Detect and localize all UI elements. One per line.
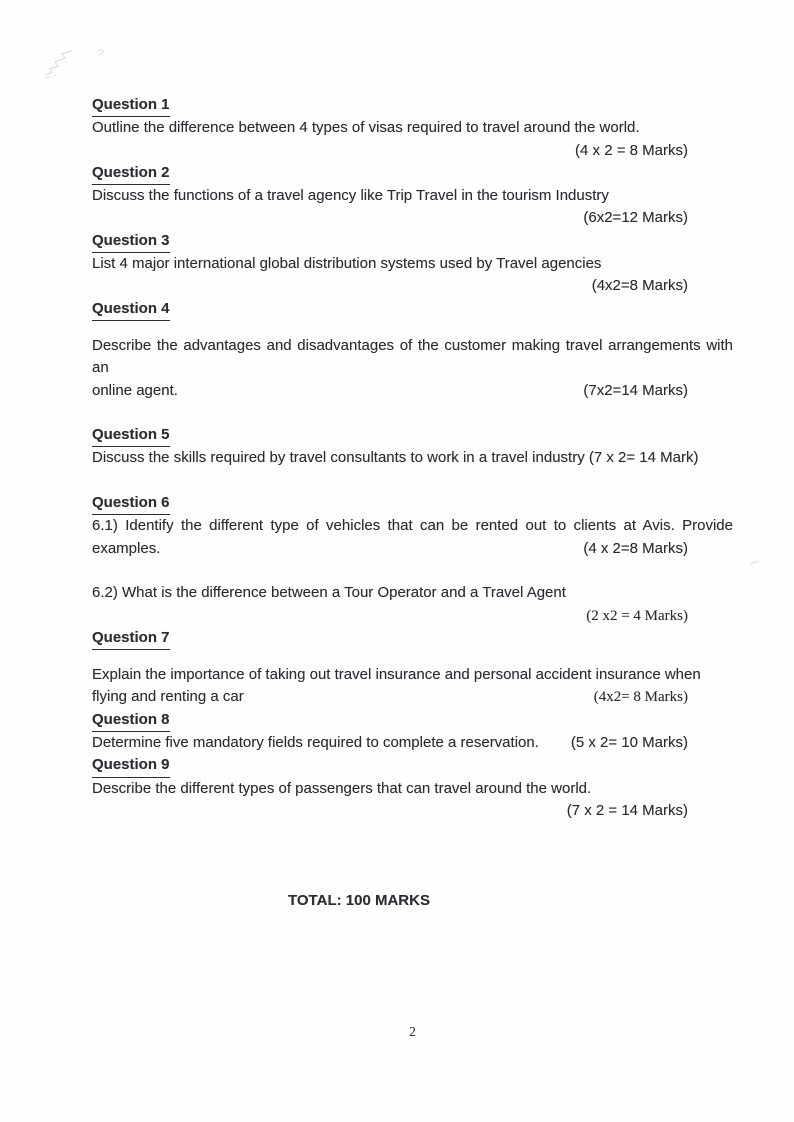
question-text: flying and renting a car bbox=[92, 688, 244, 706]
question-heading: Question 9 bbox=[92, 754, 170, 777]
question-block bbox=[92, 298, 733, 424]
question-heading: Question 4 bbox=[92, 298, 170, 321]
question-heading: Question 8 bbox=[92, 709, 170, 732]
question-text-with-marks bbox=[92, 732, 733, 754]
question-text: Explain the importance of taking out travel insurance and personal accident insurance when bbox=[92, 666, 701, 684]
marks-line: (5 x 2= 10 Marks) bbox=[570, 734, 688, 752]
marks-line: (4 x 2 = 8 Marks) bbox=[575, 141, 688, 159]
question-heading: Question 7 bbox=[92, 627, 170, 650]
question-text-with-marks bbox=[92, 380, 733, 402]
question-text-with-marks bbox=[92, 686, 733, 708]
blank-line bbox=[92, 560, 733, 582]
question-text: examples. bbox=[92, 539, 161, 557]
marks-line: (2 x2 = 4 Marks) bbox=[586, 607, 688, 624]
question-heading-line bbox=[92, 162, 733, 185]
question-text: 6.1) Identify the different type of vehicles that can be rented out to clients at Avis. Provide bbox=[92, 517, 733, 535]
question-block bbox=[92, 492, 733, 627]
question-block bbox=[92, 424, 733, 492]
question-heading-line bbox=[92, 230, 733, 253]
question-text: Describe the different types of passengers that can travel around the world. bbox=[92, 779, 592, 797]
question-text: 6.2) What is the difference between a Tour Operator and a Travel Agent bbox=[92, 584, 566, 602]
question-block bbox=[92, 230, 733, 298]
question-heading-line bbox=[92, 709, 733, 732]
question-heading-line bbox=[92, 754, 733, 777]
blank-line bbox=[92, 470, 733, 492]
question-text: List 4 major international global distribution systems used by Travel agencies bbox=[92, 255, 602, 273]
question-text: Describe the advantages and disadvantages of the customer making travel arrangements with an bbox=[92, 336, 733, 377]
marks-line: (4 x 2=8 Marks) bbox=[583, 539, 688, 557]
marks-line: (7 x 2 = 14 Marks) bbox=[566, 801, 688, 819]
question-heading: Question 1 bbox=[92, 94, 170, 117]
question-block bbox=[92, 754, 733, 822]
question-heading-line bbox=[92, 298, 733, 321]
smudge-mark bbox=[748, 558, 762, 568]
question-text: Outline the difference between 4 types of visas required to travel around the world. bbox=[92, 119, 640, 137]
question-block bbox=[92, 94, 733, 162]
question-heading-line bbox=[92, 94, 733, 117]
marks-line: (7x2=14 Marks) bbox=[583, 381, 688, 399]
questions-section bbox=[92, 94, 733, 1043]
page-number: 2 bbox=[409, 1023, 416, 1039]
question-text: online agent. bbox=[92, 381, 178, 399]
blank-line bbox=[92, 402, 733, 424]
question-heading-line bbox=[92, 492, 733, 515]
marks-line: (4x2=8 Marks) bbox=[591, 277, 688, 295]
question-heading: Question 5 bbox=[92, 424, 170, 447]
question-block bbox=[92, 162, 733, 230]
question-heading: Question 2 bbox=[92, 162, 170, 185]
question-block bbox=[92, 709, 733, 755]
marks-line: (4x2= 8 Marks) bbox=[593, 689, 688, 706]
total-marks: TOTAL: 100 MARKS bbox=[288, 892, 430, 910]
question-block bbox=[92, 627, 733, 709]
question-heading: Question 6 bbox=[92, 492, 170, 515]
question-text: Discuss the skills required by travel consultants to work in a travel industry (7 x 2= 14 Mark) bbox=[92, 449, 699, 467]
question-heading-line bbox=[92, 424, 733, 447]
questions-list bbox=[92, 94, 733, 822]
pen-scribble bbox=[38, 42, 128, 87]
question-text: Discuss the functions of a travel agency like Trip Travel in the tourism Industry bbox=[92, 187, 609, 205]
question-text: Determine five mandatory fields required to complete a reservation. bbox=[92, 734, 539, 752]
question-text-with-marks bbox=[92, 538, 733, 560]
question-heading: Question 3 bbox=[92, 230, 170, 253]
question-heading-line bbox=[92, 627, 733, 650]
marks-line: (6x2=12 Marks) bbox=[583, 209, 688, 227]
